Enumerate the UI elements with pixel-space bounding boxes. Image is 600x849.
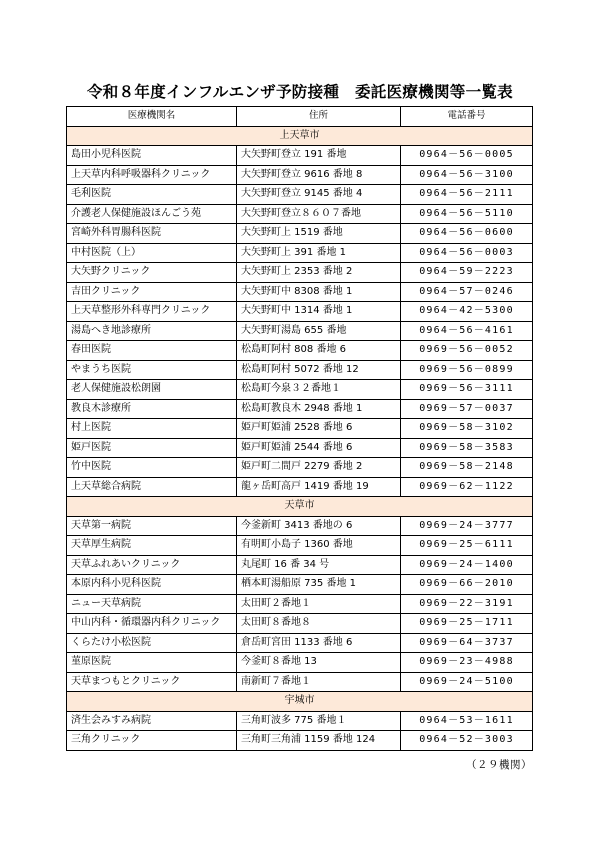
institution-address: 大矢野町中 1314 番地 1 [237,302,401,322]
institution-address: 大矢野町中 8308 番地 1 [237,282,401,302]
table-row [67,185,533,205]
institution-name: 吉田クリニック [67,282,237,302]
table-row [67,731,533,751]
institution-phone: 0969－24－1400 [401,555,533,575]
institution-phone: 0969－64－3737 [401,633,533,653]
institution-phone: 0964－56－0003 [401,243,533,263]
institution-table [66,106,533,751]
section-header-row [67,497,533,517]
table-row [67,536,533,556]
institution-address: 大矢野町上 1519 番地 [237,224,401,244]
institution-address: 姫戸町姫浦 2528 番地 6 [237,419,401,439]
institution-phone: 0964－56－0600 [401,224,533,244]
institution-address: 有明町小島子 1360 番地 [237,536,401,556]
table-row [67,672,533,692]
institution-phone: 0969－56－0052 [401,341,533,361]
institution-name: 天草まつもとクリニック [67,672,237,692]
total-count: （２９機関） [466,759,532,771]
institution-address: 大矢野町登立 9616 番地 8 [237,165,401,185]
institution-name: 天草ふれあいクリニック [67,555,237,575]
institution-address: 大矢野町登立 9145 番地 4 [237,185,401,205]
section-header-row [67,692,533,712]
institution-name: 済生会みすみ病院 [67,711,237,731]
institution-address: 大矢野町登立 191 番地 [237,146,401,166]
institution-address: 龍ヶ岳町高戸 1419 番地 19 [237,477,401,497]
section-name: 宇城市 [67,692,533,712]
institution-phone: 0969－58－3102 [401,419,533,439]
institution-name: 村上医院 [67,419,237,439]
institution-name: 上天草整形外科専門クリニック [67,302,237,322]
table-row [67,458,533,478]
institution-phone: 0964－42－5300 [401,302,533,322]
institution-phone: 0969－56－3111 [401,380,533,400]
institution-name: 竹中医院 [67,458,237,478]
institution-name: 春田医院 [67,341,237,361]
institution-phone: 0969－22－3191 [401,594,533,614]
table-row [67,380,533,400]
institution-phone: 0969－58－3583 [401,438,533,458]
table-row [67,711,533,731]
table-row [67,399,533,419]
institution-name: 天草第一病院 [67,516,237,536]
institution-phone: 0964－57－0246 [401,282,533,302]
institution-name: くらたけ小松医院 [67,633,237,653]
institution-name: 毛利医院 [67,185,237,205]
institution-phone: 0969－62－1122 [401,477,533,497]
page-title: 令和８年度インフルエンザ予防接種 委託医療機関等一覧表 [87,83,513,101]
institution-address: 栖本町湯船原 735 番地 1 [237,575,401,595]
institution-phone: 0969－66－2010 [401,575,533,595]
institution-phone: 0969－25－6111 [401,536,533,556]
table-row [67,146,533,166]
institution-name: 三角クリニック [67,731,237,751]
table-row [67,653,533,673]
institution-address: 三角町波多 775 番地１ [237,711,401,731]
table-row [67,204,533,224]
institution-address: 姫戸町姫浦 2544 番地 6 [237,438,401,458]
table-row [67,419,533,439]
section-name: 天草市 [67,497,533,517]
table-row [67,594,533,614]
institution-phone: 0964－59－2223 [401,263,533,283]
institution-address: 松島町今泉３２番地１ [237,380,401,400]
institution-phone: 0964－56－3100 [401,165,533,185]
institution-phone: 0969－25－1711 [401,614,533,634]
table-row [67,243,533,263]
header-address: 住所 [237,107,401,127]
table-body [67,126,533,750]
institution-phone: 0964－53－1611 [401,711,533,731]
table-row [67,360,533,380]
institution-name: 老人保健施設松朗園 [67,380,237,400]
institution-name: やまうち医院 [67,360,237,380]
institution-name: 姫戸医院 [67,438,237,458]
institution-address: 大矢野町上 2353 番地 2 [237,263,401,283]
table-row [67,614,533,634]
header-name: 医療機関名 [67,107,237,127]
institution-name: 宮崎外科胃腸科医院 [67,224,237,244]
table-row [67,341,533,361]
table-row [67,438,533,458]
table-row [67,302,533,322]
institution-phone: 0964－52－3003 [401,731,533,751]
table-row [67,477,533,497]
institution-name: 菫原医院 [67,653,237,673]
institution-address: 松島町阿村 808 番地 6 [237,341,401,361]
institution-phone: 0964－56－2111 [401,185,533,205]
table-row [67,633,533,653]
institution-phone: 0964－56－5110 [401,204,533,224]
institution-name: 大矢野クリニック [67,263,237,283]
institution-address: 姫戸町二間戸 2279 番地 2 [237,458,401,478]
institution-address: 大矢野町上 391 番地 1 [237,243,401,263]
institution-address: 今釜町８番地 13 [237,653,401,673]
institution-address: 松島町教良木 2948 番地 1 [237,399,401,419]
section-name: 上天草市 [67,126,533,146]
table-row [67,263,533,283]
table-row [67,321,533,341]
institution-address: 松島町阿村 5072 番地 12 [237,360,401,380]
institution-phone: 0969－24－5100 [401,672,533,692]
institution-address: 大矢野町登立８６０７番地 [237,204,401,224]
table-row [67,282,533,302]
table-row [67,165,533,185]
institution-name: 中村医院（上） [67,243,237,263]
institution-phone: 0964－56－0005 [401,146,533,166]
institution-name: 島田小児科医院 [67,146,237,166]
institution-name: 上天草内科呼吸器科クリニック [67,165,237,185]
institution-address: 倉岳町宮田 1133 番地 6 [237,633,401,653]
institution-name: 上天草総合病院 [67,477,237,497]
institution-address: 大矢野町湯島 655 番地 [237,321,401,341]
institution-name: 本原内科小児科医院 [67,575,237,595]
institution-address: 今釜新町 3413 番地の 6 [237,516,401,536]
table-row [67,555,533,575]
institution-name: 湯島へき地診療所 [67,321,237,341]
institution-address: 三角町三角浦 1159 番地 124 [237,731,401,751]
institution-name: 天草厚生病院 [67,536,237,556]
institution-address: 太田町８番地８ [237,614,401,634]
institution-phone: 0969－24－3777 [401,516,533,536]
table-row [67,224,533,244]
institution-address: 太田町２番地１ [237,594,401,614]
institution-phone: 0969－56－0899 [401,360,533,380]
table-header-row [67,107,533,127]
table-row [67,516,533,536]
institution-phone: 0969－57－0037 [401,399,533,419]
table-row [67,575,533,595]
institution-name: 介護老人保健施設ほんごう苑 [67,204,237,224]
institution-name: 中山内科・循環器内科クリニック [67,614,237,634]
institution-phone: 0969－23－4988 [401,653,533,673]
header-phone: 電話番号 [401,107,533,127]
section-header-row [67,126,533,146]
institution-name: 教良木診療所 [67,399,237,419]
institution-name: ニュー天草病院 [67,594,237,614]
institution-address: 南新町７番地１ [237,672,401,692]
institution-phone: 0969－58－2148 [401,458,533,478]
institution-address: 丸尾町 16 番 34 号 [237,555,401,575]
institution-phone: 0964－56－4161 [401,321,533,341]
